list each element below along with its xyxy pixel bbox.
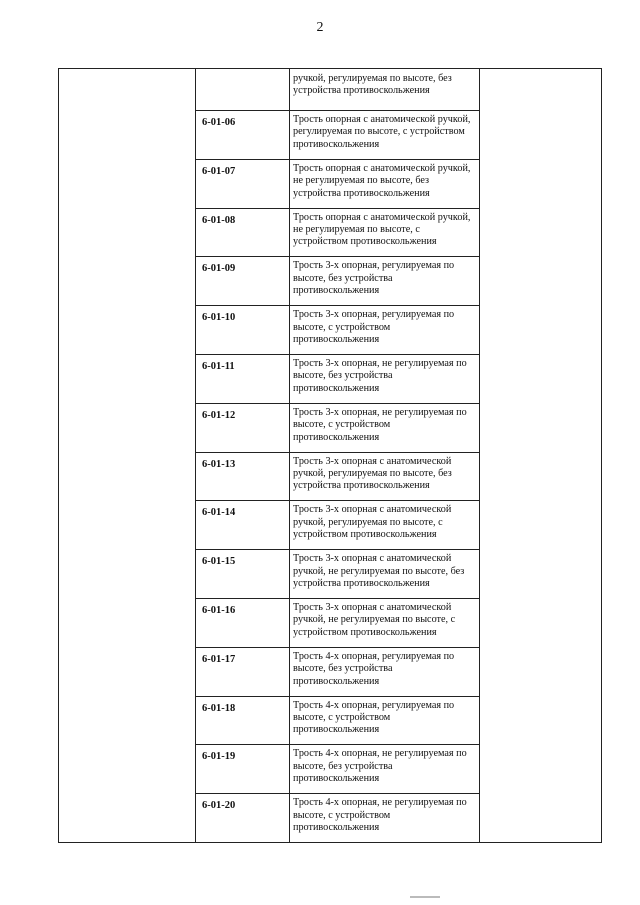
item-description: Трость опорная с анатомической ручкой, регулируемая по высоте, с устройством противоскольжения: [290, 111, 480, 160]
item-description: Трость 3-х опорная, регулируемая по высоте, с устройством противоскольжения: [290, 306, 480, 355]
item-description: Трость 4-х опорная, регулируемая по высоте, с устройством противоскольжения: [290, 696, 480, 745]
item-code: 6-01-12: [196, 403, 290, 452]
item-code: 6-01-11: [196, 354, 290, 403]
item-code: 6-01-15: [196, 550, 290, 599]
empty-notes-cell: [480, 69, 602, 843]
item-description: ручкой, регулируемая по высоте, без устройства противоскольжения: [290, 69, 480, 111]
item-code: 6-01-14: [196, 501, 290, 550]
item-code: 6-01-19: [196, 745, 290, 794]
item-description: Трость 3-х опорная с анатомической ручкой, не регулируемая по высоте, без устройства противоскольжения: [290, 550, 480, 599]
item-description: Трость 3-х опорная с анатомической ручкой, не регулируемая по высоте, с устройством противоскольжения: [290, 598, 480, 647]
classification-table: [58, 68, 602, 843]
item-description: Трость 4-х опорная, регулируемая по высоте, без устройства противоскольжения: [290, 647, 480, 696]
item-code: 6-01-17: [196, 647, 290, 696]
item-code: 6-01-08: [196, 208, 290, 257]
item-description: Трость 3-х опорная с анатомической ручкой, регулируемая по высоте, с устройством противоскольжения: [290, 501, 480, 550]
item-code: 6-01-06: [196, 111, 290, 160]
table-row: [59, 69, 602, 111]
item-code: 6-01-07: [196, 159, 290, 208]
item-code: 6-01-20: [196, 794, 290, 843]
item-code: 6-01-16: [196, 598, 290, 647]
scan-artifact: [410, 896, 440, 898]
item-code: 6-01-13: [196, 452, 290, 501]
item-description: Трость опорная с анатомической ручкой, не регулируемая по высоте, без устройства противоскольжения: [290, 159, 480, 208]
item-code: 6-01-18: [196, 696, 290, 745]
item-description: Трость 3-х опорная, регулируемая по высоте, без устройства противоскольжения: [290, 257, 480, 306]
item-description: Трость опорная с анатомической ручкой, не регулируемая по высоте, с устройством противоскольжения: [290, 208, 480, 257]
empty-category-cell: [59, 69, 196, 843]
item-description: Трость 3-х опорная, не регулируемая по высоте, с устройством противоскольжения: [290, 403, 480, 452]
page-number: 2: [316, 20, 324, 35]
item-code: 6-01-09: [196, 257, 290, 306]
item-code: 6-01-10: [196, 306, 290, 355]
item-description: Трость 3-х опорная, не регулируемая по высоте, без устройства противоскольжения: [290, 354, 480, 403]
item-code: [196, 69, 290, 111]
item-description: Трость 4-х опорная, не регулируемая по высоте, без устройства противоскольжения: [290, 745, 480, 794]
item-description: Трость 3-х опорная с анатомической ручкой, регулируемая по высоте, без устройства противоскольжения: [290, 452, 480, 501]
item-description: Трость 4-х опорная, не регулируемая по высоте, с устройством противоскольжения: [290, 794, 480, 843]
